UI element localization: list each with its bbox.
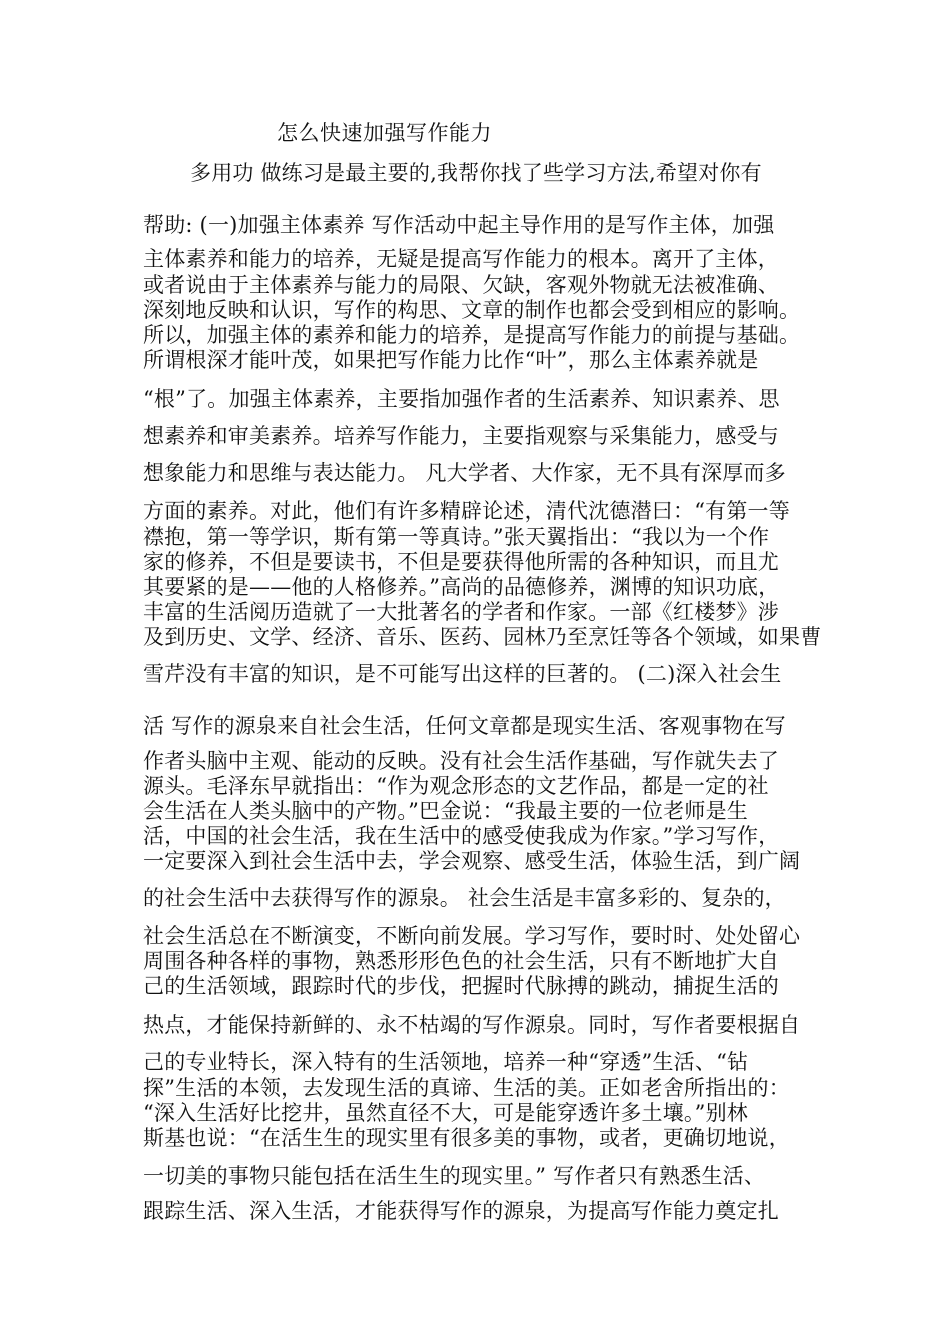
paragraph-line: 多用功 做练习是最主要的,我帮你找了些学习方法,希望对你有 xyxy=(190,161,762,185)
paragraph-line: 其要紧的是——他的人格修养。”高尚的品德修养，渊博的知识功底， xyxy=(143,575,780,599)
paragraph-line: 及到历史、文学、经济、音乐、医药、园林乃至烹饪等各个领域，如果曹 xyxy=(143,625,822,649)
paragraph-line: 探”生活的本领，去发现生活的真谛、生活的美。正如老舍所指出的： xyxy=(143,1076,790,1100)
paragraph-line: 跟踪生活、深入生活，才能获得写作的源泉，为提高写作能力奠定扎 xyxy=(143,1199,779,1223)
document-title: 怎么快速加强写作能力 xyxy=(277,121,492,145)
paragraph-line: 家的修养，不但是要读书，不但是要获得他所需的各种知识，而且尤 xyxy=(143,550,779,574)
paragraph-line: 所以，加强主体的素养和能力的培养，是提高写作能力的前提与基础。 xyxy=(143,323,801,347)
paragraph-line: 或者说由于主体素养与能力的局限、欠缺，客观外物就无法被准确、 xyxy=(143,273,779,297)
paragraph-line: 一定要深入到社会生活中去，学会观察、感受生活，体验生活，到广阔 xyxy=(143,849,801,873)
paragraph-line: “根”了。加强主体素养，主要指加强作者的生活素养、知识素养、思 xyxy=(143,387,780,411)
paragraph-line: 想象能力和思维与表达能力。 凡大学者、大作家，无不具有深厚而多 xyxy=(143,461,786,485)
paragraph-line: 深刻地反映和认识，写作的构思、文章的制作也都会受到相应的影响。 xyxy=(143,298,801,322)
paragraph-line: 活 写作的源泉来自社会生活，任何文章都是现实生活、客观事物在写 xyxy=(143,714,786,738)
paragraph-line: 一切美的事物只能包括在活生生的现实里。” 写作者只有熟悉生活、 xyxy=(143,1164,766,1188)
paragraph-line: 活，中国的社会生活，我在生活中的感受使我成为作家。”学习写作， xyxy=(143,824,780,848)
paragraph-line: 己的生活领域，跟踪时代的步伐，把握时代脉搏的跳动，捕捉生活的 xyxy=(143,974,779,998)
paragraph-line: “深入生活好比挖井，虽然直径不大，可是能穿透许多土壤。”别林 xyxy=(143,1101,748,1125)
paragraph-line: 的社会生活中去获得写作的源泉。 社会生活是丰富多彩的、复杂的， xyxy=(143,886,786,910)
paragraph-line: 作者头脑中主观、能动的反映。没有社会生活作基础，写作就失去了 xyxy=(143,749,779,773)
paragraph-line: 襟抱，第一等学识，斯有第一等真诗。”张天翼指出：“我以为一个作 xyxy=(143,525,770,549)
paragraph-line: 主体素养和能力的培养，无疑是提高写作能力的根本。离开了主体， xyxy=(143,247,779,271)
paragraph-line: 周围各种各样的事物，熟悉形形色色的社会生活，只有不断地扩大自 xyxy=(143,949,779,973)
paragraph-line: 源头。毛泽东早就指出：“作为观念形态的文艺作品，都是一定的社 xyxy=(143,774,769,798)
paragraph-line: 会生活在人类头脑中的产物。”巴金说：“我最主要的一位老师是生 xyxy=(143,799,748,823)
paragraph-line: 斯基也说：“在活生生的现实里有很多美的事物，或者，更确切地说， xyxy=(143,1126,790,1150)
paragraph-line: 帮助: (一)加强主体素养 写作活动中起主导作用的是写作主体，加强 xyxy=(143,213,775,237)
paragraph-line: 雪芹没有丰富的知识，是不可能写出这样的巨著的。 (二)深入社会生 xyxy=(143,662,782,686)
paragraph-line: 所谓根深才能叶茂，如果把写作能力比作“叶”，那么主体素养就是 xyxy=(143,348,759,372)
paragraph-line: 社会生活总在不断演变，不断向前发展。学习写作，要时时、处处留心 xyxy=(143,924,801,948)
paragraph-line: 丰富的生活阅历造就了一大批著名的学者和作家。一部《红楼梦》涉 xyxy=(143,600,779,624)
paragraph-line: 热点，才能保持新鲜的、永不枯竭的写作源泉。同时，写作者要根据自 xyxy=(143,1013,801,1037)
paragraph-line: 己的专业特长，深入特有的生活领地，培养一种“穿透”生活、“钻 xyxy=(143,1050,749,1074)
paragraph-line: 想素养和审美素养。培养写作能力，主要指观察与采集能力，感受与 xyxy=(143,424,779,448)
paragraph-line: 方面的素养。对此，他们有许多精辟论述，清代沈德潜曰：“有第一等 xyxy=(143,499,790,523)
